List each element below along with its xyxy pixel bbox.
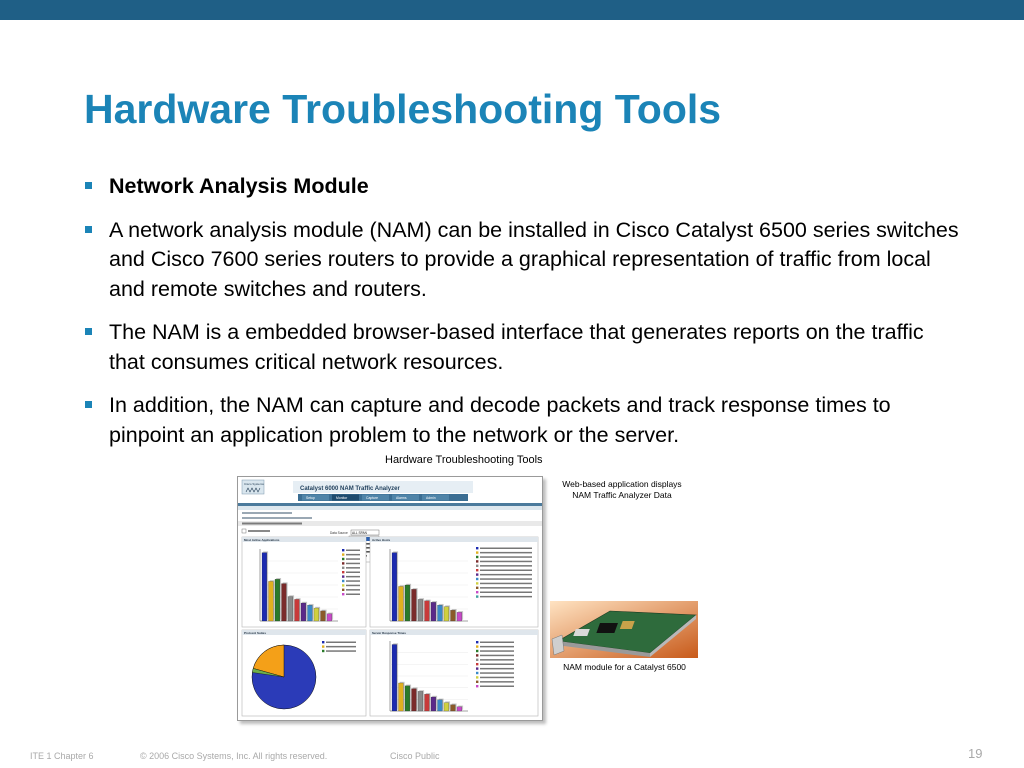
legend-swatch bbox=[342, 567, 344, 569]
chart-bar bbox=[314, 608, 319, 621]
legend-swatch bbox=[476, 672, 478, 674]
legend-swatch bbox=[476, 578, 478, 580]
svg-text:Active Hosts: Active Hosts bbox=[372, 537, 391, 542]
bullet-item bbox=[82, 172, 962, 202]
legend-swatch bbox=[322, 645, 324, 647]
bullet-marker bbox=[85, 226, 92, 233]
legend-swatch bbox=[342, 575, 344, 577]
legend-line bbox=[346, 567, 360, 569]
legend-line bbox=[480, 650, 514, 652]
legend-swatch bbox=[476, 573, 478, 575]
legend-line bbox=[480, 565, 532, 567]
bullet-item bbox=[82, 391, 962, 450]
screenshot-tab-label: Capture bbox=[366, 496, 379, 500]
legend-line bbox=[326, 642, 356, 644]
logo-text: Cisco Systems bbox=[244, 482, 264, 486]
legend-line bbox=[480, 646, 514, 648]
bullet-text: The NAM is a embedded browser-based interface that generates reports on the traffic that consumes critical network resources. bbox=[109, 320, 924, 374]
chart-bar bbox=[412, 589, 417, 621]
legend-swatch bbox=[476, 595, 478, 597]
chart-bar bbox=[412, 689, 417, 711]
legend-swatch bbox=[476, 685, 478, 687]
page-number: 19 bbox=[968, 746, 983, 761]
chart-bar bbox=[444, 607, 449, 621]
screenshot-tab-label: Alarms bbox=[396, 496, 407, 500]
legend-swatch bbox=[476, 560, 478, 562]
legend-swatch bbox=[342, 593, 344, 595]
bullet-text: In addition, the NAM can capture and decode packets and track response times to pinpoint an application problem to the network or the server. bbox=[109, 393, 891, 447]
chart-bar bbox=[399, 683, 404, 711]
chart-bar bbox=[418, 691, 423, 711]
legend-swatch bbox=[476, 582, 478, 584]
legend-line bbox=[346, 572, 360, 574]
bullet-list bbox=[82, 172, 962, 464]
chart-bar bbox=[431, 602, 436, 621]
legend-line bbox=[480, 592, 532, 594]
legend-swatch bbox=[476, 667, 478, 669]
data-source-label: Data Source bbox=[330, 531, 348, 535]
legend-line bbox=[480, 681, 514, 683]
app-title: Catalyst 6000 NAM Traffic Analyzer bbox=[300, 486, 400, 492]
legend-line bbox=[480, 574, 532, 576]
tab-group bbox=[302, 495, 449, 501]
legend-line bbox=[326, 650, 356, 652]
legend-swatch bbox=[476, 659, 478, 661]
legend-line bbox=[480, 664, 514, 666]
legend-line bbox=[480, 548, 532, 550]
chart-bar bbox=[295, 599, 300, 621]
legend-line bbox=[346, 594, 360, 596]
legend-swatch bbox=[342, 562, 344, 564]
bullet-item bbox=[82, 216, 962, 305]
chart-bar bbox=[425, 694, 430, 711]
legend-protocols bbox=[322, 641, 356, 652]
screenshot-tab-label: Setup bbox=[306, 496, 315, 500]
bullet-marker bbox=[85, 401, 92, 408]
chart-bar bbox=[457, 612, 462, 621]
bullet-text: A network analysis module (NAM) can be installed in Cisco Catalyst 6500 series switches and Cisco 7600 series routers to provide a graphical representation of traffic from local and remote switches and routers. bbox=[109, 217, 959, 301]
legend-swatch bbox=[476, 650, 478, 652]
legend-line bbox=[346, 585, 360, 587]
footer-classification: Cisco Public bbox=[390, 751, 440, 761]
legend-swatch bbox=[476, 663, 478, 665]
legend-swatch bbox=[342, 584, 344, 586]
legend-line bbox=[346, 563, 360, 565]
legend-swatch bbox=[476, 587, 478, 589]
legend-line bbox=[480, 668, 514, 670]
legend-swatch bbox=[476, 569, 478, 571]
legend-line bbox=[480, 552, 532, 554]
legend-swatch bbox=[342, 589, 344, 591]
legend-swatch bbox=[476, 591, 478, 593]
legend-line bbox=[346, 554, 360, 556]
legend-swatch bbox=[476, 645, 478, 647]
bullet-item bbox=[82, 318, 962, 377]
legend-line bbox=[480, 677, 514, 679]
legend-line bbox=[346, 550, 360, 552]
legend-swatch bbox=[342, 549, 344, 551]
legend-line bbox=[480, 578, 532, 580]
pie-chart-protocols bbox=[252, 645, 316, 709]
bullet-marker bbox=[85, 182, 92, 189]
legend-swatch bbox=[476, 681, 478, 683]
legend-line bbox=[480, 642, 514, 644]
legend-swatch bbox=[476, 565, 478, 567]
chart-bar bbox=[451, 610, 456, 621]
legend-line bbox=[480, 583, 532, 585]
legend-line bbox=[346, 576, 360, 578]
chart-bar bbox=[457, 707, 462, 711]
chart-bar bbox=[262, 553, 267, 621]
chart-bar bbox=[288, 597, 293, 621]
legend-swatch bbox=[342, 571, 344, 573]
callout-module: NAM module for a Catalyst 6500 bbox=[563, 662, 686, 672]
legend-swatch bbox=[342, 558, 344, 560]
slide-title: Hardware Troubleshooting Tools bbox=[84, 86, 722, 132]
legend-line bbox=[480, 659, 514, 661]
chart-bar bbox=[308, 605, 313, 621]
chart-bar bbox=[444, 703, 449, 711]
legend-line bbox=[480, 596, 532, 598]
legend-swatch bbox=[476, 551, 478, 553]
svg-text:Protocol Suites: Protocol Suites bbox=[244, 630, 267, 635]
legend-swatch bbox=[476, 654, 478, 656]
legend-swatch bbox=[342, 553, 344, 555]
svg-text:ALL SPAN: ALL SPAN bbox=[352, 531, 367, 535]
chart-bar bbox=[327, 614, 332, 621]
chart-bar bbox=[438, 700, 443, 711]
chart-bar bbox=[392, 553, 397, 621]
legend-line bbox=[326, 646, 356, 648]
chart-bar bbox=[269, 581, 274, 621]
legend-line bbox=[480, 672, 514, 674]
chart-bar bbox=[431, 697, 436, 711]
chart-bar bbox=[282, 584, 287, 621]
chart-bar bbox=[301, 603, 306, 621]
legend-line bbox=[480, 561, 532, 563]
svg-text:Most Active Applications: Most Active Applications bbox=[244, 537, 280, 542]
legend-line bbox=[480, 556, 532, 558]
legend-swatch bbox=[476, 641, 478, 643]
chart-bar bbox=[425, 601, 430, 621]
legend-line bbox=[480, 686, 514, 688]
chart-bar bbox=[405, 585, 410, 621]
chart-bar bbox=[399, 586, 404, 621]
legend-line bbox=[480, 570, 532, 572]
legend-swatch bbox=[322, 641, 324, 643]
top-bar bbox=[0, 0, 1024, 20]
figure-title: Hardware Troubleshooting Tools bbox=[385, 454, 543, 466]
nam-screenshot bbox=[237, 476, 543, 721]
bullet-text: Network Analysis Module bbox=[109, 174, 369, 198]
chart-bar bbox=[418, 599, 423, 621]
svg-text:Server Response Times: Server Response Times bbox=[372, 630, 406, 635]
chart-bar bbox=[275, 579, 280, 621]
legend-swatch bbox=[476, 676, 478, 678]
legend-line bbox=[480, 655, 514, 657]
legend-line bbox=[346, 558, 360, 560]
legend-line bbox=[346, 589, 360, 591]
footer-course: ITE 1 Chapter 6 bbox=[30, 751, 94, 761]
chart-bar bbox=[438, 605, 443, 621]
screenshot-tab-label: Admin bbox=[426, 496, 436, 500]
legend-line bbox=[480, 587, 532, 589]
chart-bar bbox=[392, 645, 397, 712]
chart-bar bbox=[451, 705, 456, 711]
legend-line bbox=[346, 580, 360, 582]
legend-swatch bbox=[476, 547, 478, 549]
legend-swatch bbox=[342, 580, 344, 582]
bullet-marker bbox=[85, 328, 92, 335]
legend-swatch bbox=[322, 650, 324, 652]
screenshot-tab-label: Monitor bbox=[336, 496, 348, 500]
legend-swatch bbox=[476, 556, 478, 558]
callout-web-app: Web-based application displays NAM Traffic Analyzer Data bbox=[562, 479, 682, 500]
nam-module-photo bbox=[550, 601, 698, 658]
chart-bar bbox=[405, 686, 410, 711]
footer-copyright: © 2006 Cisco Systems, Inc. All rights reserved. bbox=[140, 751, 328, 761]
chart-bar bbox=[321, 611, 326, 621]
